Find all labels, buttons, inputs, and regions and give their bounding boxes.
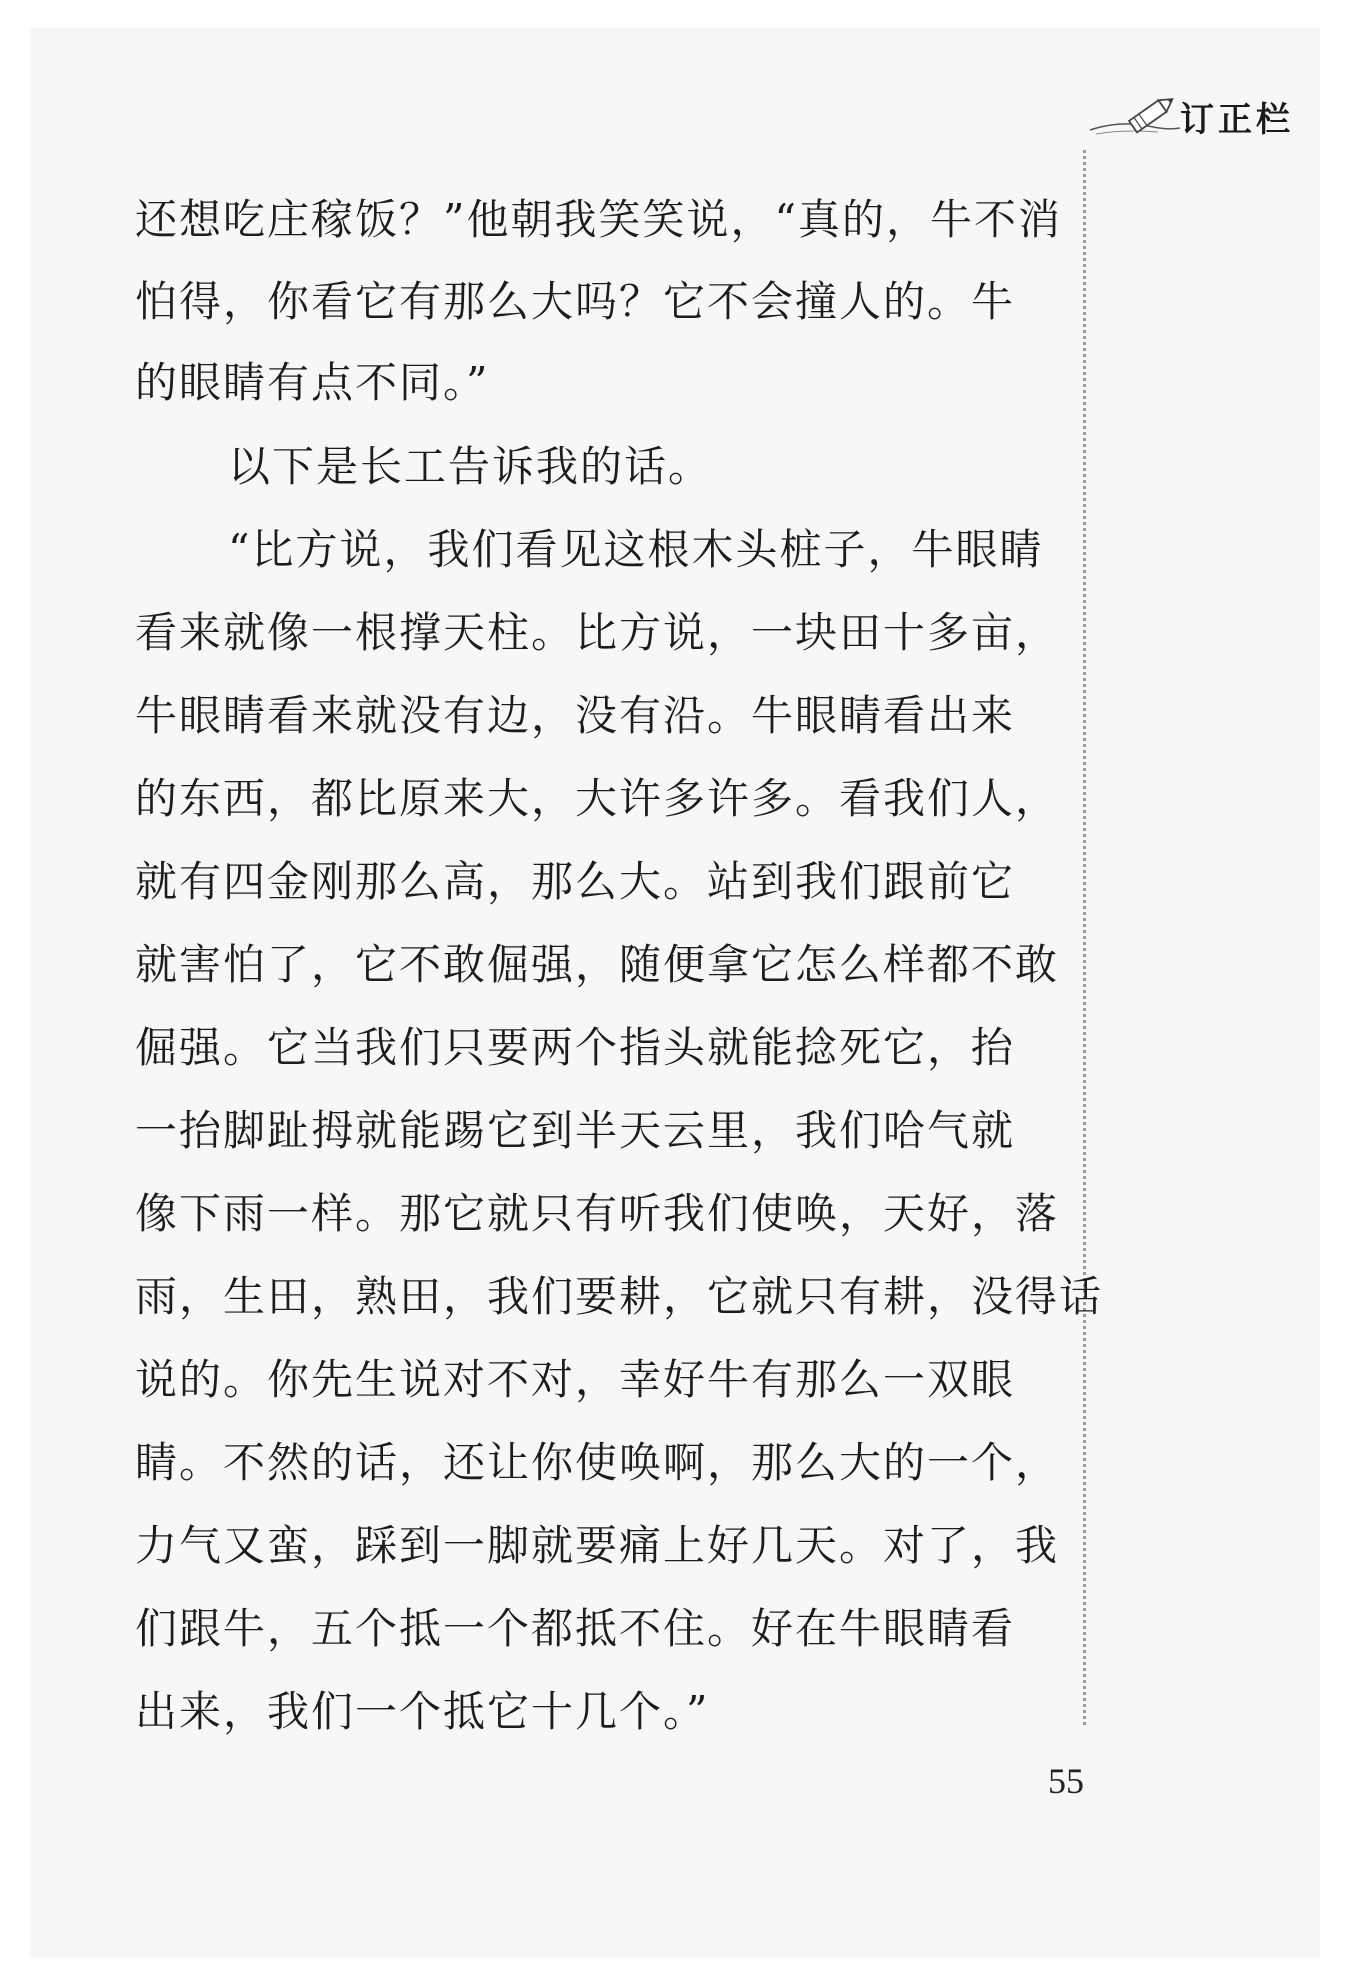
text-line: 就害怕了，它不敢倔强，随便拿它怎么样都不敢: [135, 940, 1060, 989]
text-line: 的东西，都比原来大，大许多许多。看我们人，: [135, 774, 1060, 823]
text-line: 牛眼睛看来就没有边，没有沿。牛眼睛看出来: [135, 691, 1016, 740]
text-line: 倔强。它当我们只要两个指头就能捻死它，抬: [135, 1023, 1016, 1072]
text-line: 以下是长工告诉我的话。: [228, 442, 713, 491]
text-line: 就有四金刚那么高，那么大。站到我们跟前它: [135, 857, 1016, 906]
text-line: 力气又蛮，踩到一脚就要痛上好几天。对了，我: [135, 1521, 1060, 1570]
text-line: 看来就像一根撑天柱。比方说，一块田十多亩，: [135, 608, 1060, 657]
text-line: 一抬脚趾拇就能踢它到半天云里，我们哈气就: [135, 1106, 1016, 1155]
text-line: 雨，生田，熟田，我们要耕，它就只有耕，没得话: [135, 1272, 1104, 1321]
text-line: 睛。不然的话，还让你使唤啊，那么大的一个，: [135, 1438, 1060, 1487]
text-line: 怕得，你看它有那么大吗？它不会撞人的。牛: [135, 277, 1016, 326]
text-line: 出来，我们一个抵它十几个。”: [135, 1687, 710, 1736]
page-number: 55: [1048, 1761, 1084, 1801]
text-line: 们跟牛，五个抵一个都抵不住。好在牛眼睛看: [135, 1604, 1016, 1653]
text-line: 说的。你先生说对不对，幸好牛有那么一双眼: [135, 1355, 1016, 1404]
text-line: 的眼睛有点不同。”: [135, 358, 490, 407]
correction-column-label: 订正栏: [1180, 100, 1294, 140]
text-line: 像下雨一样。那它就只有听我们使唤，天好，落: [135, 1189, 1060, 1238]
text-line: 还想吃庄稼饭？”他朝我笑笑说，“真的，牛不消: [135, 195, 1062, 244]
text-line: “比方说，我们看见这根木头桩子，牛眼睛: [228, 525, 1044, 574]
